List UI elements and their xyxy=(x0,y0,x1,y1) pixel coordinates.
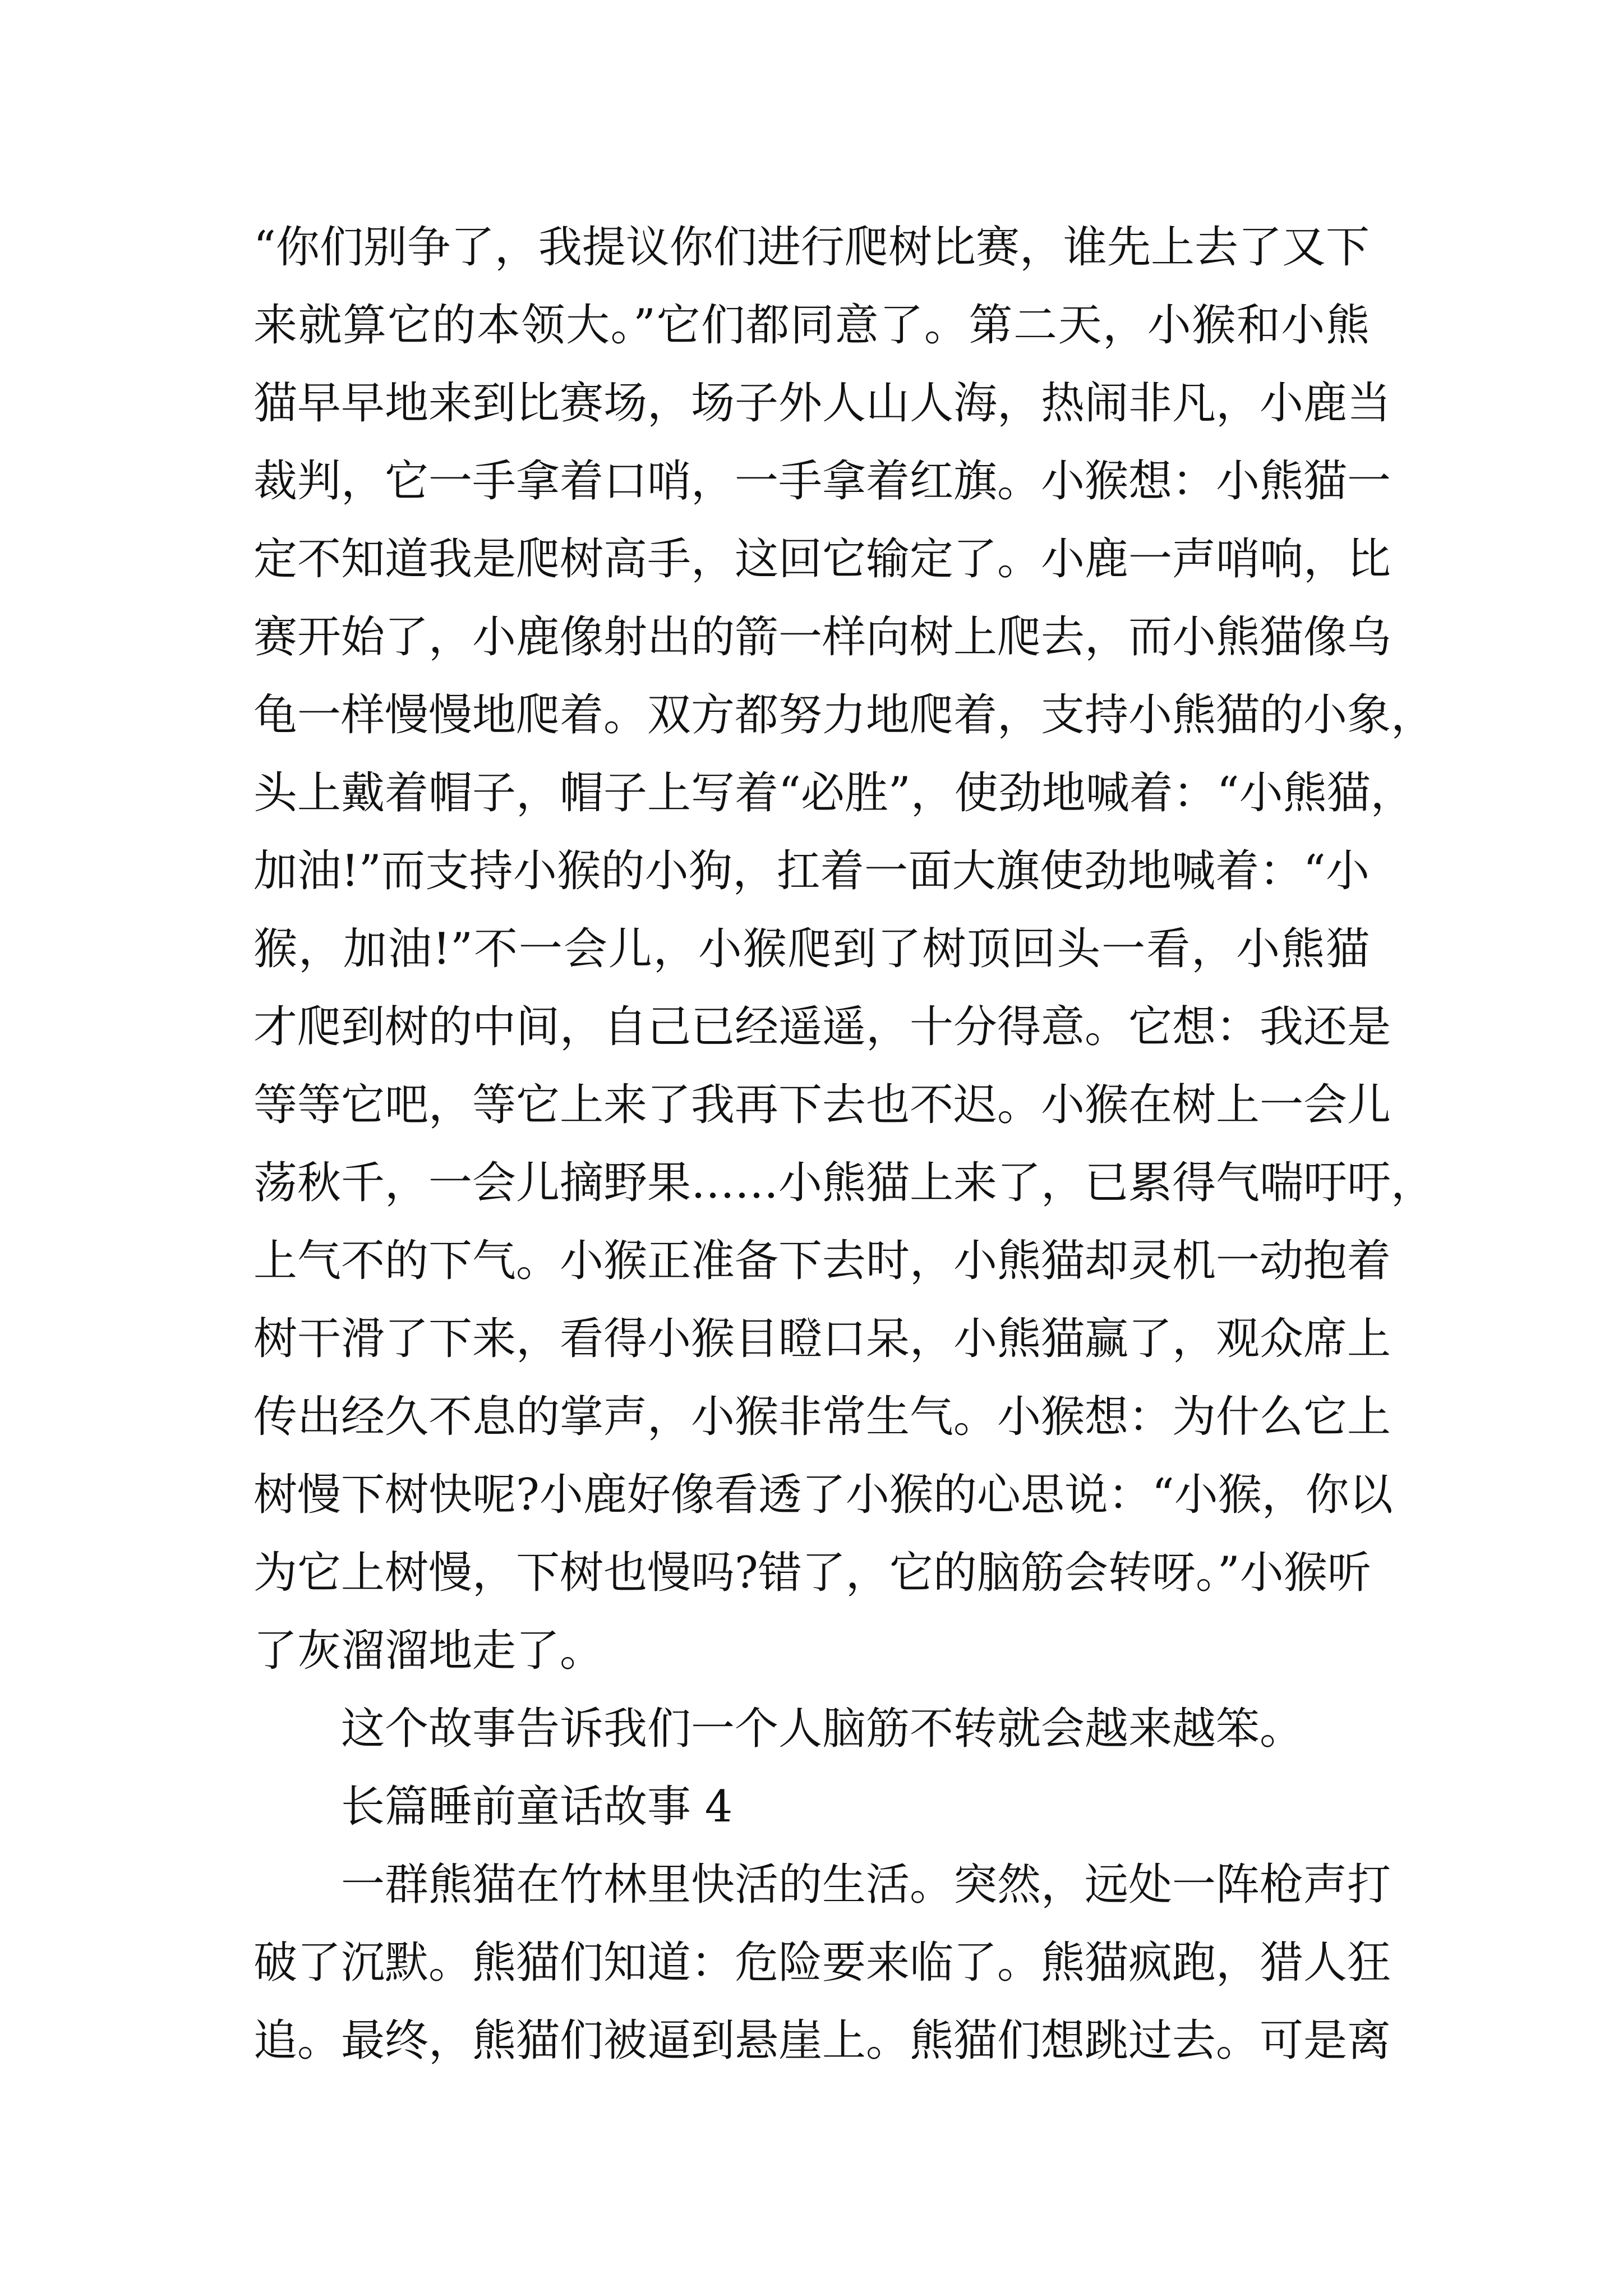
text-line: 裁判，它一手拿着口哨，一手拿着红旗。小猴想：小熊猫一 xyxy=(253,456,1391,507)
text-line: 猴，加油!”不一会儿，小猴爬到了树顶回头一看，小熊猫 xyxy=(253,924,1370,974)
text-line: 加油!”而支持小猴的小狗，扛着一面大旗使劲地喊着：“小 xyxy=(253,846,1370,896)
paragraph-end-line: 了灰溜溜地走了。 xyxy=(253,1626,604,1676)
text-line: 为它上树慢，下树也慢吗?错了，它的脑筋会转呀。”小猴听 xyxy=(253,1548,1371,1598)
text-line: 龟一样慢慢地爬着。双方都努力地爬着，支持小熊猫的小象， xyxy=(253,690,1435,740)
text-line: 定不知道我是爬树高手，这回它输定了。小鹿一声哨响，比 xyxy=(253,534,1391,585)
text-line: 猫早早地来到比赛场，场子外人山人海，热闹非凡，小鹿当 xyxy=(253,378,1391,429)
text-line: 传出经久不息的掌声，小猴非常生气。小猴想：为什么它上 xyxy=(253,1392,1391,1442)
text-line: 一群熊猫在竹林里快活的生活。突然，远处一阵枪声打 xyxy=(341,1860,1391,1910)
text-line: 等等它吧，等它上来了我再下去也不迟。小猴在树上一会儿 xyxy=(253,1080,1391,1130)
text-line: 上气不的下气。小猴正准备下去时，小熊猫却灵机一动抱着 xyxy=(253,1236,1391,1286)
text-line: 树干滑了下来，看得小猴目瞪口呆，小熊猫赢了，观众席上 xyxy=(253,1314,1391,1364)
text-line: “你们别争了，我提议你们进行爬树比赛，谁先上去了又下 xyxy=(253,222,1370,273)
text-line: 追。最终，熊猫们被逼到悬崖上。熊猫们想跳过去。可是离 xyxy=(253,2016,1391,2066)
text-line: 赛开始了，小鹿像射出的箭一样向树上爬去，而小熊猫像乌 xyxy=(253,612,1391,662)
moral-sentence: 这个故事告诉我们一个人脑筋不转就会越来越笨。 xyxy=(341,1704,1304,1754)
text-line: 才爬到树的中间，自己已经遥遥，十分得意。它想：我还是 xyxy=(253,1002,1391,1052)
section-heading: 长篇睡前童话故事 4 xyxy=(341,1782,733,1832)
text-line: 来就算它的本领大。”它们都同意了。第二天，小猴和小熊 xyxy=(253,300,1370,351)
text-line: 破了沉默。熊猫们知道：危险要来临了。熊猫疯跑，猎人狂 xyxy=(253,1938,1391,1988)
text-line: 树慢下树快呢?小鹿好像看透了小猴的心思说：“小猴，你以 xyxy=(253,1470,1393,1520)
story-text xyxy=(253,209,1435,2080)
text-line: 荡秋千，一会儿摘野果……小熊猫上来了，已累得气喘吁吁， xyxy=(253,1158,1435,1208)
text-line: 头上戴着帽子，帽子上写着“必胜”，使劲地喊着：“小熊猫， xyxy=(253,768,1414,818)
